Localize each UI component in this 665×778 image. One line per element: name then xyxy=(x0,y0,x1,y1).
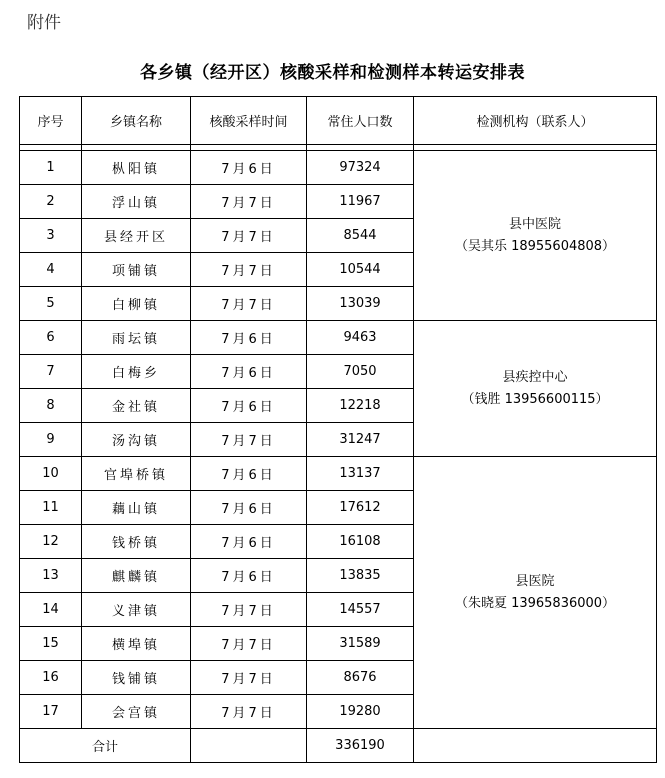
lab-cell xyxy=(414,321,657,457)
attachment-label: 附件 xyxy=(27,13,61,33)
header-population: 常住人口数 xyxy=(307,97,414,145)
row-date-cell: 7月6日 xyxy=(191,321,307,355)
row-number-cell: 15 xyxy=(20,627,82,661)
row-population-cell: 11967 xyxy=(307,185,414,219)
row-number-cell: 3 xyxy=(20,219,82,253)
row-town-cell: 雨坛镇 xyxy=(82,321,191,355)
page-title: 各乡镇（经开区）核酸采样和检测样本转运安排表 xyxy=(140,63,525,83)
row-date-cell: 7月6日 xyxy=(191,525,307,559)
total-lab-cell xyxy=(414,729,657,763)
lab-name: 县疾控中心 xyxy=(502,369,568,385)
header-town: 乡镇名称 xyxy=(82,97,191,145)
row-population-cell: 14557 xyxy=(307,593,414,627)
lab-name: 县医院 xyxy=(515,573,555,589)
row-date-cell: 7月6日 xyxy=(191,559,307,593)
table-body xyxy=(20,145,657,763)
row-number-cell: 16 xyxy=(20,661,82,695)
table-row xyxy=(20,457,657,491)
row-number-cell: 1 xyxy=(20,151,82,185)
row-number-cell: 4 xyxy=(20,253,82,287)
header-sampling-time: 核酸采样时间 xyxy=(191,97,307,145)
row-date-cell: 7月7日 xyxy=(191,253,307,287)
header-number: 序号 xyxy=(20,97,82,145)
row-town-cell: 项铺镇 xyxy=(82,253,191,287)
row-date-cell: 7月7日 xyxy=(191,423,307,457)
total-date-cell xyxy=(191,729,307,763)
row-number-cell: 2 xyxy=(20,185,82,219)
row-population-cell: 10544 xyxy=(307,253,414,287)
row-town-cell: 横埠镇 xyxy=(82,627,191,661)
row-date-cell: 7月7日 xyxy=(191,695,307,729)
row-town-cell: 钱桥镇 xyxy=(82,525,191,559)
row-town-cell: 县经开区 xyxy=(82,219,191,253)
row-date-cell: 7月6日 xyxy=(191,151,307,185)
row-town-cell: 汤沟镇 xyxy=(82,423,191,457)
row-population-cell: 17612 xyxy=(307,491,414,525)
lab-cell xyxy=(414,457,657,729)
row-population-cell: 97324 xyxy=(307,151,414,185)
row-date-cell: 7月7日 xyxy=(191,287,307,321)
schedule-table xyxy=(19,96,657,763)
row-date-cell: 7月7日 xyxy=(191,185,307,219)
table-row xyxy=(20,151,657,185)
lab-contact: （钱胜 13956600115） xyxy=(461,391,609,407)
row-population-cell: 31247 xyxy=(307,423,414,457)
row-population-cell: 8544 xyxy=(307,219,414,253)
row-number-cell: 13 xyxy=(20,559,82,593)
total-label: 合计 xyxy=(20,729,191,763)
row-town-cell: 浮山镇 xyxy=(82,185,191,219)
total-population: 336190 xyxy=(307,729,414,763)
row-population-cell: 12218 xyxy=(307,389,414,423)
row-town-cell: 会宫镇 xyxy=(82,695,191,729)
row-town-cell: 枞阳镇 xyxy=(82,151,191,185)
lab-contact: （朱晓夏 13965836000） xyxy=(454,595,616,611)
row-number-cell: 10 xyxy=(20,457,82,491)
row-town-cell: 麒麟镇 xyxy=(82,559,191,593)
row-town-cell: 金社镇 xyxy=(82,389,191,423)
row-population-cell: 13039 xyxy=(307,287,414,321)
row-town-cell: 官埠桥镇 xyxy=(82,457,191,491)
row-population-cell: 7050 xyxy=(307,355,414,389)
lab-contact: （吴其乐 18955604808） xyxy=(454,238,616,254)
row-town-cell: 藕山镇 xyxy=(82,491,191,525)
header-lab: 检测机构（联系人） xyxy=(414,97,657,145)
row-date-cell: 7月7日 xyxy=(191,627,307,661)
row-population-cell: 31589 xyxy=(307,627,414,661)
row-town-cell: 义津镇 xyxy=(82,593,191,627)
table-header-row xyxy=(20,97,657,145)
row-population-cell: 13137 xyxy=(307,457,414,491)
row-population-cell: 19280 xyxy=(307,695,414,729)
row-date-cell: 7月6日 xyxy=(191,389,307,423)
lab-cell xyxy=(414,151,657,321)
lab-name: 县中医院 xyxy=(508,216,561,232)
row-date-cell: 7月7日 xyxy=(191,593,307,627)
row-date-cell: 7月7日 xyxy=(191,219,307,253)
table-row xyxy=(20,321,657,355)
row-number-cell: 14 xyxy=(20,593,82,627)
total-row xyxy=(20,729,657,763)
row-date-cell: 7月6日 xyxy=(191,457,307,491)
row-number-cell: 11 xyxy=(20,491,82,525)
row-population-cell: 13835 xyxy=(307,559,414,593)
row-town-cell: 白柳镇 xyxy=(82,287,191,321)
row-population-cell: 9463 xyxy=(307,321,414,355)
row-population-cell: 16108 xyxy=(307,525,414,559)
row-town-cell: 钱铺镇 xyxy=(82,661,191,695)
row-number-cell: 7 xyxy=(20,355,82,389)
row-number-cell: 8 xyxy=(20,389,82,423)
row-number-cell: 9 xyxy=(20,423,82,457)
row-number-cell: 5 xyxy=(20,287,82,321)
row-population-cell: 8676 xyxy=(307,661,414,695)
row-date-cell: 7月7日 xyxy=(191,661,307,695)
row-town-cell: 白梅乡 xyxy=(82,355,191,389)
row-number-cell: 6 xyxy=(20,321,82,355)
row-number-cell: 17 xyxy=(20,695,82,729)
row-number-cell: 12 xyxy=(20,525,82,559)
row-date-cell: 7月6日 xyxy=(191,355,307,389)
row-date-cell: 7月6日 xyxy=(191,491,307,525)
